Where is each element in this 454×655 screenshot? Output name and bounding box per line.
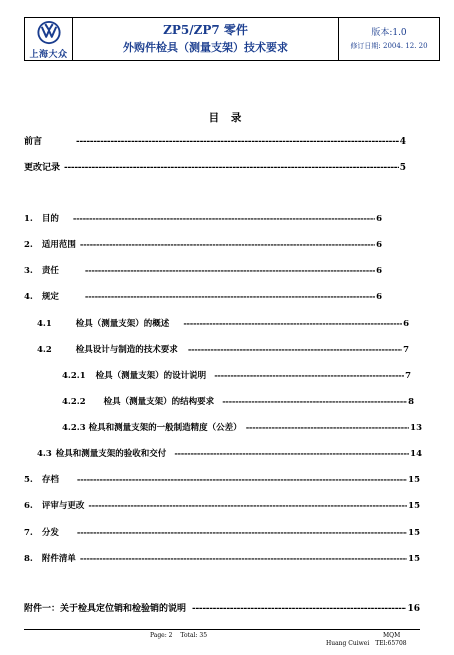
toc-entry[interactable] xyxy=(24,527,420,539)
toc-entry-page: 6 xyxy=(376,292,382,302)
company-name: 上海大众 xyxy=(29,50,68,60)
toc-entry-number: 8. xyxy=(24,554,33,564)
toc-entry-label: 附件一：关于检具定位销和检验销的说明 xyxy=(24,604,187,614)
toc-entry[interactable] xyxy=(62,370,411,382)
logo-cell xyxy=(25,18,73,60)
toc-entry-page: 8 xyxy=(408,397,414,407)
toc-leader xyxy=(88,500,407,512)
toc-entry[interactable] xyxy=(24,213,382,225)
document-header xyxy=(24,17,440,61)
toc-entry-label: 检具设计与制造的技术要求 xyxy=(75,345,178,355)
toc-entry-page: 6 xyxy=(403,319,409,329)
toc-entry-page: 7 xyxy=(405,371,411,381)
toc-entry-number: 4. xyxy=(24,292,33,302)
toc-entry-number: 1. xyxy=(24,214,33,224)
toc-entry[interactable] xyxy=(24,474,420,486)
toc-entry-label: 检具（测量支架）的设计说明 xyxy=(95,371,207,381)
toc-entry-number: 2. xyxy=(24,240,33,250)
toc-entry[interactable] xyxy=(37,344,409,356)
toc-entry-page: 13 xyxy=(410,423,422,433)
toc-entry-page: 5 xyxy=(399,163,406,173)
toc-entry-label: 更改记录 xyxy=(24,163,61,173)
toc-entry[interactable] xyxy=(62,396,414,408)
toc-leader xyxy=(188,344,402,356)
toc-entry-label: 责任 xyxy=(41,266,59,276)
toc-entry-page: 15 xyxy=(408,528,420,538)
toc-leader xyxy=(246,422,409,434)
toc-entry-number: 4.2.2 xyxy=(62,397,86,407)
toc-entry-page: 15 xyxy=(408,554,420,564)
version-cell xyxy=(339,18,439,60)
toc-entry-label: 分发 xyxy=(41,528,59,538)
toc-entry-number: 6. xyxy=(24,501,33,511)
toc-entry[interactable] xyxy=(24,553,420,565)
toc-entry[interactable] xyxy=(37,318,409,330)
toc-entry-number: 4.2.1 xyxy=(62,371,86,381)
toc-leader xyxy=(76,136,399,148)
toc-entry-label: 检具和测量支架的验收和交付 xyxy=(55,449,167,459)
toc-entry-label: 检具和测量支架的一般制造精度（公差） xyxy=(88,423,242,433)
toc-title: 目 录 xyxy=(208,112,246,124)
title-cell xyxy=(73,18,339,60)
toc-entry-page: 6 xyxy=(376,214,382,224)
footer-divider xyxy=(24,629,420,630)
toc-entry[interactable] xyxy=(62,422,422,434)
footer-tel: TEl:65708 xyxy=(375,640,407,647)
document-title-line2: 外购件检具（测量支架）技术要求 xyxy=(123,41,288,54)
toc-entry-page: 6 xyxy=(376,266,382,276)
version-label: 版本:1.0 xyxy=(371,28,407,38)
toc-entry-page: 7 xyxy=(403,345,409,355)
toc-leader xyxy=(80,553,407,565)
toc-entry-number: 3. xyxy=(24,266,33,276)
toc-entry[interactable] xyxy=(24,603,420,615)
toc-entry-number: 4.3 xyxy=(37,449,52,459)
toc-leader xyxy=(80,239,375,251)
toc-entry-label: 前言 xyxy=(24,137,43,147)
toc-entry[interactable] xyxy=(24,265,382,277)
toc-leader xyxy=(73,213,375,225)
toc-entry-page: 6 xyxy=(376,240,382,250)
toc-entry[interactable] xyxy=(24,136,406,148)
toc-entry-number: 4.2 xyxy=(37,345,52,355)
toc-entry-label: 检具（测量支架）的结构要求 xyxy=(103,397,215,407)
toc-entry-label: 附件清单 xyxy=(41,554,76,564)
toc-entry-label: 目的 xyxy=(41,214,59,224)
toc-leader xyxy=(183,318,402,330)
footer-page-number: Page: 2 xyxy=(150,632,173,639)
toc-entry-number: 4.2.3 xyxy=(62,423,86,433)
toc-entry[interactable] xyxy=(24,239,382,251)
toc-entry-label: 适用范围 xyxy=(41,240,76,250)
toc-entry-page: 14 xyxy=(410,449,422,459)
document-title-line1: ZP5/ZP7 零件 xyxy=(163,23,248,37)
footer-page-total: Total: 35 xyxy=(180,632,208,639)
footer-author: Huang Cuiwei xyxy=(326,640,370,647)
toc-entry[interactable] xyxy=(24,162,406,174)
footer-page-info xyxy=(150,632,213,639)
toc-entry-label: 存档 xyxy=(41,475,59,485)
toc-entry-number: 7. xyxy=(24,528,33,538)
toc-leader xyxy=(222,396,407,408)
toc-entry-page: 4 xyxy=(399,137,406,147)
toc-leader xyxy=(192,603,406,615)
toc-leader xyxy=(174,448,409,460)
toc-entry-number: 5. xyxy=(24,475,33,485)
toc-leader xyxy=(77,474,407,486)
footer-department: MQM xyxy=(383,632,401,639)
toc-leader xyxy=(85,265,375,277)
toc-entry-label: 检具（测量支架）的概述 xyxy=(75,319,170,329)
toc-entry-label: 评审与更改 xyxy=(41,501,85,511)
revision-date: 修订日期: 2004. 12. 20 xyxy=(350,42,428,50)
footer-author-info xyxy=(326,640,411,647)
vw-logo-icon xyxy=(36,20,62,45)
toc-leader xyxy=(85,291,375,303)
toc-entry-page: 16 xyxy=(407,604,420,614)
toc-entry[interactable] xyxy=(24,291,382,303)
toc-leader xyxy=(214,370,404,382)
toc-entry-page: 15 xyxy=(408,501,420,511)
toc-leader xyxy=(77,527,407,539)
toc-entry-number: 4.1 xyxy=(37,319,52,329)
toc-entry-page: 15 xyxy=(408,475,420,485)
toc-entry[interactable] xyxy=(24,500,420,512)
toc-entry[interactable] xyxy=(37,448,422,460)
toc-leader xyxy=(64,162,399,174)
toc-entry-label: 规定 xyxy=(41,292,59,302)
